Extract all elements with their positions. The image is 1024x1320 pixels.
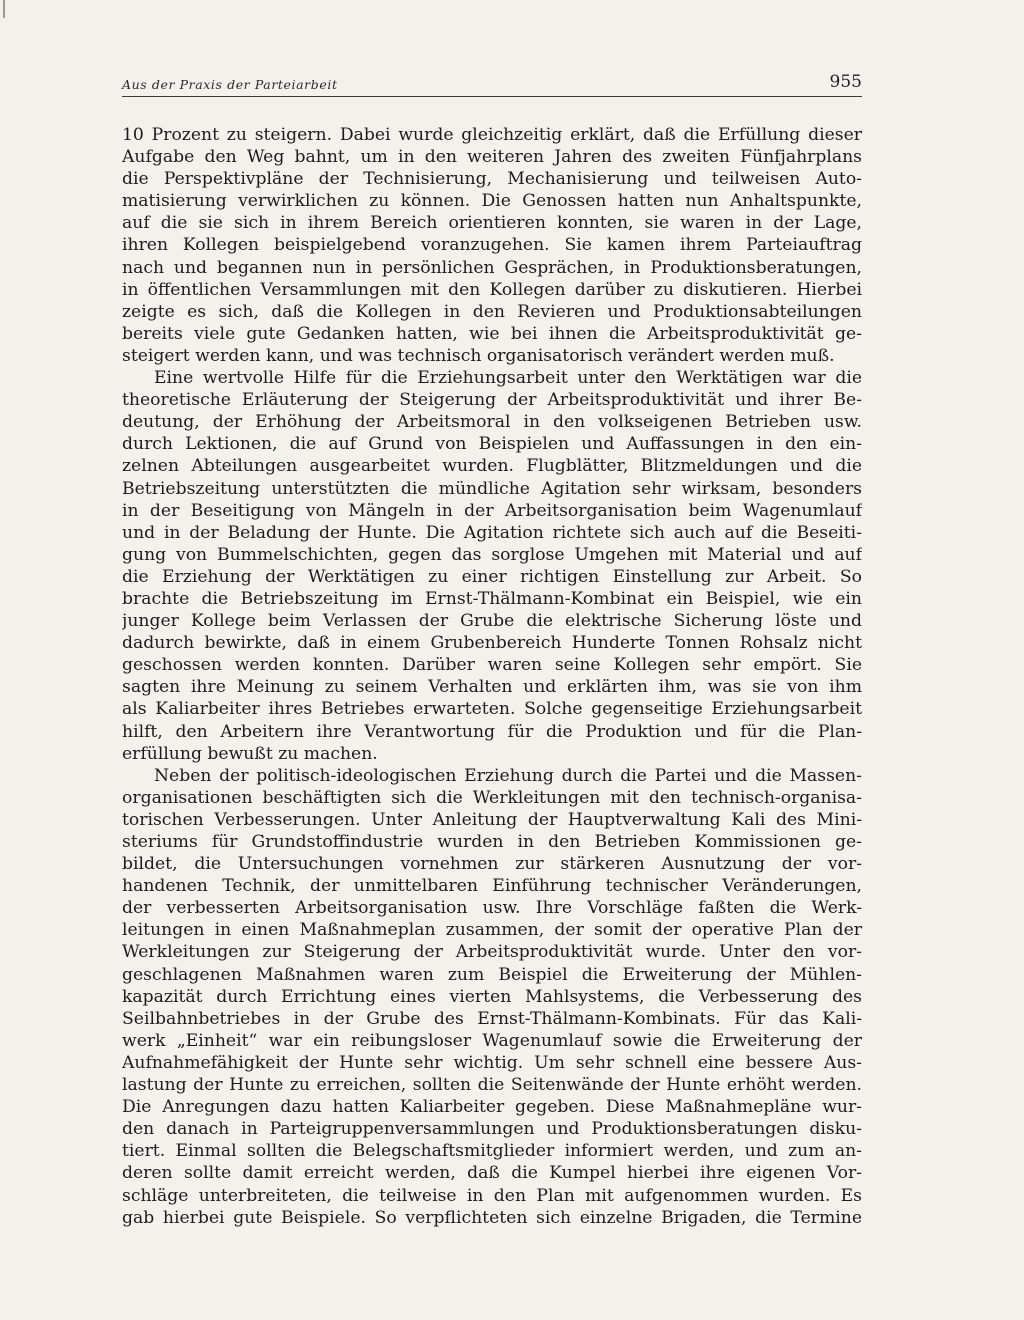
- text-line: deren sollte damit erreicht werden, daß die Kumpel hierbei ihre eigenen Vor-: [122, 1163, 862, 1184]
- text-line: organisationen beschäftigten sich die Werkleitungen mit den technisch-organisa-: [122, 787, 862, 808]
- text-line: kapazität durch Errichtung eines vierten Mahlsystems, die Verbesserung des: [122, 986, 862, 1007]
- text-line: der verbesserten Arbeitsorganisation usw. Ihre Vorschläge faßten die Werk-: [122, 898, 862, 919]
- text-line: gung von Bummelschichten, gegen das sorglose Umgehen mit Material und auf: [122, 544, 862, 565]
- paragraph: [122, 765, 862, 1229]
- text-line: erfüllung bewußt zu machen.: [122, 743, 378, 764]
- text-line: Die Anregungen dazu hatten Kaliarbeiter gegeben. Diese Maßnahmepläne wur-: [122, 1097, 862, 1118]
- text-line: lastung der Hunte zu erreichen, sollten die Seitenwände der Hunte erhöht werden.: [122, 1075, 862, 1096]
- scan-edge-mark: [3, 0, 5, 18]
- running-header: [122, 72, 862, 98]
- paragraph: [122, 124, 862, 367]
- text-line: Eine wertvolle Hilfe für die Erziehungsarbeit unter den Werktätigen war die: [154, 368, 862, 389]
- text-line: bildet, die Untersuchungen vornehmen zur stärkeren Ausnutzung der vor-: [122, 854, 862, 875]
- text-line: Seilbahnbetriebes in der Grube des Ernst-Thälmann-Kombinats. Für das Kali-: [122, 1008, 862, 1029]
- header-rule: [122, 96, 862, 97]
- text-line: werk „Einheit“ war ein reibungsloser Wagenumlauf sowie die Erweiterung der: [122, 1030, 862, 1051]
- text-line: zeigte es sich, daß die Kollegen in den Revieren und Produktionsabteilungen: [122, 301, 862, 322]
- text-line: und in der Beladung der Hunte. Die Agitation richtete sich auch auf die Beseiti-: [122, 522, 862, 543]
- text-line: junger Kollege beim Verlassen der Grube die elektrische Sicherung löste und: [122, 611, 862, 632]
- text-line: hilft, den Arbeitern ihre Verantwortung für die Produktion und für die Plan-: [122, 721, 862, 742]
- text-line: in der Beseitigung von Mängeln in der Arbeitsorganisation beim Wagenumlauf: [122, 500, 862, 521]
- text-line: auf die sie sich in ihrem Bereich orientieren konnten, sie waren in der Lage,: [122, 213, 862, 234]
- text-line: steriums für Grundstoffindustrie wurden in den Betrieben Kommissionen ge-: [122, 832, 862, 852]
- text-line: nach und begannen nun in persönlichen Gesprächen, in Produktionsberatungen,: [122, 257, 862, 278]
- text-line: die Erziehung der Werktätigen zu einer richtigen Einstellung zur Arbeit. So: [122, 566, 862, 587]
- paragraph: [122, 367, 862, 765]
- text-line: schläge unterbreiteten, die teilweise in den Plan mit aufgenommen wurden. Es: [122, 1185, 862, 1206]
- text-line: steigert werden kann, und was technisch organisatorisch verändert werden muß.: [122, 345, 835, 366]
- text-line: geschossen werden konnten. Darüber waren seine Kollegen sehr empört. Sie: [122, 655, 862, 676]
- text-line: geschlagenen Maßnahmen waren zum Beispiel die Erweiterung der Mühlen-: [122, 964, 862, 985]
- text-line: tiert. Einmal sollten die Belegschaftsmitglieder informiert werden, und zum an-: [122, 1141, 862, 1162]
- text-line: Aufgabe den Weg bahnt, um in den weiteren Jahren des zweiten Fünfjahrplans: [122, 147, 862, 168]
- text-line: zelnen Abteilungen ausgearbeitet wurden. Flugblätter, Blitzmeldungen und die: [122, 456, 862, 477]
- text-line: brachte die Betriebszeitung im Ernst-Thälmann-Kombinat ein Beispiel, wie ein: [122, 588, 862, 609]
- text-line: Werkleitungen zur Steigerung der Arbeitsproduktivität wurde. Unter den vor-: [122, 942, 862, 963]
- text-line: theoretische Erläuterung der Steigerung der Arbeitsproduktivität und ihrer Be-: [122, 390, 862, 411]
- running-title: Aus der Praxis der Parteiarbeit: [122, 77, 338, 92]
- text-line: matisierung verwirklichen zu können. Die Genossen hatten nun Anhaltspunkte,: [122, 191, 862, 212]
- text-line: Betriebszeitung unterstützten die mündliche Agitation sehr wirksam, besonders: [122, 478, 862, 499]
- text-line: Neben der politisch-ideologischen Erziehung durch die Partei und die Massen-: [154, 765, 862, 786]
- text-line: deutung, der Erhöhung der Arbeitsmoral in den volkseigenen Betrieben usw.: [122, 412, 862, 433]
- text-line: dadurch bewirkte, daß in einem Grubenbereich Hunderte Tonnen Rohsalz nicht: [122, 633, 862, 654]
- text-line: 10 Prozent zu steigern. Dabei wurde gleichzeitig erklärt, daß die Erfüllung dieser: [122, 125, 862, 145]
- text-line: ihren Kollegen beispielgebend voranzugehen. Sie kamen ihrem Parteiauftrag: [122, 235, 862, 256]
- text-line: durch Lektionen, die auf Grund von Beispielen und Auffassungen in den ein-: [122, 434, 862, 455]
- text-line: leitungen in einen Maßnahmeplan zusammen, der somit der operative Plan der: [122, 920, 862, 941]
- text-line: in öffentlichen Versammlungen mit den Kollegen darüber zu diskutieren. Hierbei: [122, 279, 862, 300]
- body-text: [122, 124, 862, 1229]
- text-line: als Kaliarbeiter ihres Betriebes erwarteten. Solche gegenseitige Erziehungsarbeit: [122, 699, 862, 720]
- text-line: den danach in Parteigruppenversammlungen und Produktionsberatungen disku-: [122, 1119, 862, 1140]
- text-line: sagten ihre Meinung zu seinem Verhalten und erklärten ihm, was sie von ihm: [122, 677, 862, 698]
- text-line: torischen Verbesserungen. Unter Anleitung der Hauptverwaltung Kali des Mini-: [122, 809, 862, 830]
- text-line: die Perspektivpläne der Technisierung, Mechanisierung und teilweisen Auto-: [122, 169, 862, 190]
- text-line: Aufnahmefähigkeit der Hunte sehr wichtig. Um sehr schnell eine bessere Aus-: [122, 1052, 862, 1073]
- text-line: handenen Technik, der unmittelbaren Einführung technischer Veränderungen,: [122, 876, 862, 897]
- page-number: 955: [829, 72, 862, 92]
- text-line: gab hierbei gute Beispiele. So verpflichteten sich einzelne Brigaden, die Termine: [122, 1207, 862, 1228]
- text-line: bereits viele gute Gedanken hatten, wie bei ihnen die Arbeitsproduktivität ge-: [122, 323, 862, 344]
